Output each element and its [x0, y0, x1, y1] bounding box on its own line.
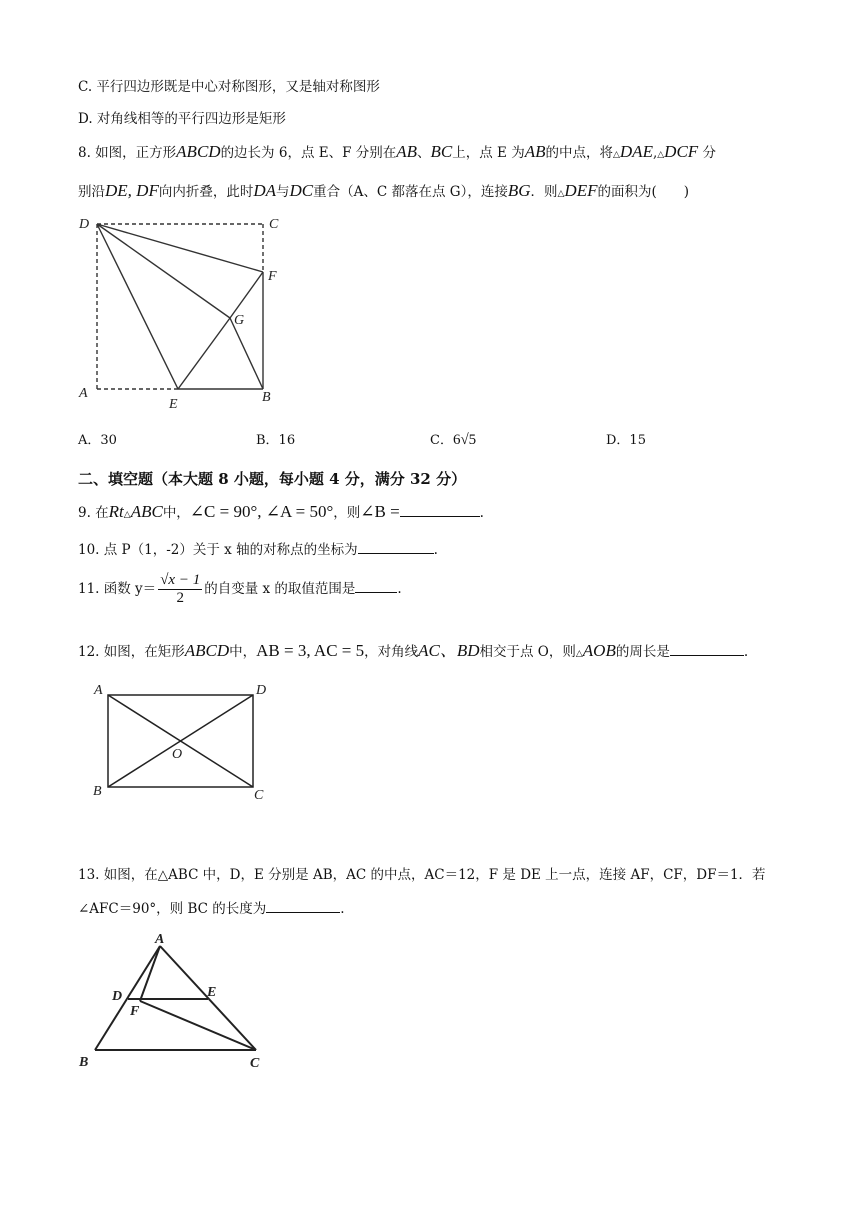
q8-text: 的边长为 6，点 E、F 分别在	[220, 145, 397, 161]
q8-segment: BG	[507, 181, 531, 200]
q12-end: .	[743, 644, 749, 660]
q12-expression: AB = 3, AC = 5	[256, 641, 365, 660]
q8-segment: AB	[524, 142, 546, 161]
label-c: C	[250, 1056, 260, 1071]
q8-text: 与	[276, 184, 290, 200]
q11-text: 11. 函数 y＝	[78, 581, 157, 597]
q13-text: ∠AFC＝90°，则 BC 的长度为	[78, 901, 267, 917]
q8-square-name: ABCD	[176, 142, 221, 161]
q8-segment: AB	[396, 142, 418, 161]
answer-blank[interactable]	[266, 900, 340, 913]
q12-figure	[88, 678, 278, 806]
q8-option-b: B．16	[256, 433, 296, 448]
q8-segment: BC	[430, 142, 453, 161]
q9-triangle: ABC	[130, 502, 163, 521]
label-c: C	[269, 217, 279, 232]
q8-triangle: DEF	[564, 181, 598, 200]
triangle-symbol: △	[612, 150, 620, 160]
label-b: B	[79, 1055, 89, 1070]
q13-end: .	[340, 901, 345, 917]
answer-blank[interactable]	[355, 580, 397, 593]
q8-segment: DC	[289, 181, 314, 200]
q8-option-a: A．30	[78, 433, 117, 448]
section-heading: 二、填空题（本大题 8 小题，每小题 4 分，满分 32 分）	[78, 470, 467, 488]
answer-blank[interactable]	[670, 643, 744, 656]
label-d: D	[256, 683, 267, 698]
q10-end: .	[433, 542, 438, 558]
q8-text: 别沿	[78, 184, 105, 200]
label-f: F	[130, 1004, 140, 1019]
q12	[78, 636, 748, 661]
answer-blank[interactable]	[358, 541, 434, 554]
option-c-statement: C. 平行四边形既是中心对称图形，又是轴对称图形	[78, 79, 380, 95]
fraction-numerator: √x − 1	[160, 572, 201, 588]
segment-fc	[140, 1001, 256, 1050]
q11-end: .	[397, 581, 402, 597]
q12-text: 的周长是	[615, 644, 670, 660]
q9-end: .	[479, 505, 484, 521]
q11-text: 的自变量 x 的取值范围是	[204, 581, 356, 597]
label-b: B	[262, 390, 271, 405]
q8-line1: 8. 如图，正方形ABCD的边长为 6，点 E、F 分别在AB、BC上，点 E 为AB的中点，将△DAE,△DCF 分	[78, 142, 716, 161]
label-e: E	[169, 397, 178, 412]
q12-rect-name: ABCD	[184, 641, 230, 660]
segment-dg	[97, 224, 230, 318]
q12-triangle: AOB	[582, 641, 616, 660]
q9-angle-b: ∠B =	[360, 502, 400, 521]
q13-line2	[78, 897, 345, 917]
q8-text: ．则	[530, 184, 558, 200]
q8-option-c	[430, 429, 476, 449]
label-d: D	[79, 217, 90, 232]
q8-segments: DE, DF	[105, 181, 159, 200]
label-a: A	[155, 932, 165, 947]
answer-blank[interactable]	[400, 504, 480, 517]
q12-text: ，对角线	[364, 644, 419, 660]
q8-sep: 、	[417, 145, 431, 161]
q8-segment: DA	[253, 181, 276, 200]
q9-text: 中，	[162, 505, 190, 521]
label-g: G	[234, 313, 245, 328]
q12-text: 12. 如图，在矩形	[78, 644, 185, 660]
label-c: C	[254, 788, 264, 803]
option-c-value: 6√5	[452, 432, 477, 448]
triangle-symbol: △	[575, 649, 583, 659]
q8-text: 分	[702, 145, 716, 161]
label-e: E	[207, 985, 217, 1000]
q12-diagonals: AC、BD	[418, 641, 480, 660]
option-d-statement: D. 对角线相等的平行四边形是矩形	[78, 111, 286, 127]
q10	[78, 538, 438, 558]
segment-de	[97, 224, 178, 389]
q12-text: 中，	[229, 644, 257, 660]
q8-triangle: DCF	[664, 142, 699, 161]
q9-text: 9. 在	[78, 505, 109, 521]
q9-text: ，则	[333, 505, 361, 521]
label-d: D	[112, 989, 123, 1004]
q8-text: 重合（A、C 都落在点 G），连接	[313, 184, 508, 200]
label-b: B	[93, 784, 102, 799]
triangle-symbol: △	[657, 150, 665, 160]
q10-text: 10. 点 P（1，-2）关于 x 轴的对称点的坐标为	[78, 542, 358, 558]
fraction-denominator: 2	[176, 590, 184, 606]
q8-option-d: D．15	[606, 433, 646, 448]
q9	[78, 501, 484, 522]
q8-line2	[78, 180, 689, 201]
option-c-prefix: C．	[430, 433, 453, 448]
q8-text: 上，点 E 为	[452, 145, 525, 161]
triangle-symbol: △	[557, 189, 565, 199]
q8-text: 8. 如图，正方形	[78, 145, 177, 161]
segment-gb	[230, 318, 263, 389]
q11-fraction	[158, 572, 202, 607]
q8-triangle: DAE	[619, 142, 653, 161]
q8-text: 向内折叠，此时	[158, 184, 254, 200]
q12-text: 相交于点 O，则	[479, 644, 576, 660]
q8-figure	[75, 212, 290, 412]
segment-eg	[178, 318, 230, 389]
label-a: A	[79, 386, 88, 401]
q13-line1: 13. 如图，在△ABC 中，D，E 分别是 AB，AC 的中点，AC＝12，F 是 DE 上一点，连接 AF，CF，DF＝1．若	[78, 867, 766, 883]
q8-text: 的中点，将	[545, 145, 613, 161]
triangle-symbol: △	[123, 510, 131, 520]
label-a: A	[94, 683, 103, 698]
q9-expression: ∠C = 90°, ∠A = 50°	[189, 502, 334, 521]
segment-gf	[230, 272, 263, 318]
segment-df	[97, 224, 263, 272]
q11	[78, 572, 402, 607]
label-o: O	[172, 747, 183, 762]
q8-text: 的面积为( )	[597, 184, 690, 200]
q9-rt: Rt	[108, 502, 124, 521]
q13-figure	[76, 928, 276, 1074]
label-f: F	[268, 269, 277, 284]
